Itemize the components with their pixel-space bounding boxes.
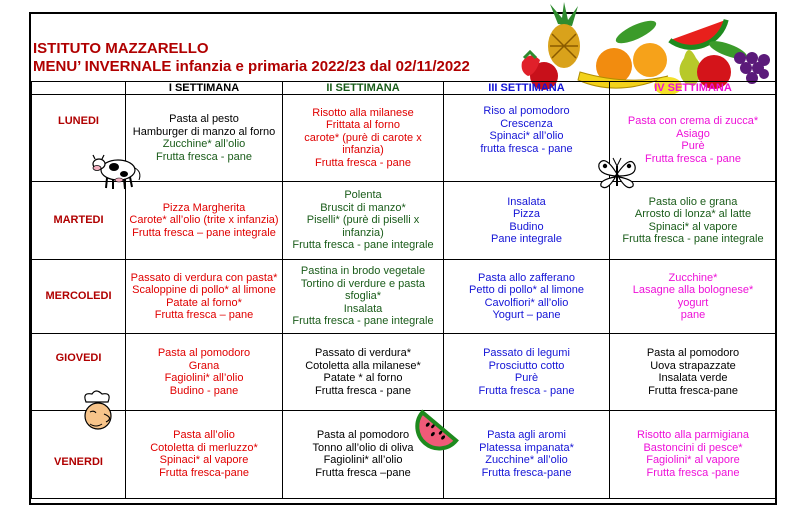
menu-item: Risotto alla milanese bbox=[312, 106, 414, 119]
watermelon-icon bbox=[412, 406, 464, 452]
menu-item: Frittata al forno bbox=[326, 119, 400, 132]
menu-item: sfoglia* bbox=[344, 290, 382, 303]
day-row-venerdi bbox=[32, 411, 777, 499]
menu-item: Polenta bbox=[344, 189, 382, 202]
menu-item: Pasta al pomodoro bbox=[646, 347, 740, 359]
menu-item: Pasta all’olio bbox=[173, 429, 235, 441]
day-row-giovedi bbox=[32, 334, 777, 411]
menu-item: Platessa impanata* bbox=[479, 441, 574, 454]
menu-cell bbox=[610, 260, 777, 334]
menu-item: Patate al forno* bbox=[166, 296, 242, 309]
menu-item: Pasta olio e grana bbox=[648, 195, 738, 208]
menu-item: Bruscit di manzo* bbox=[320, 201, 406, 214]
menu-cell bbox=[283, 95, 444, 182]
menu-item: Fagiolini* all’olio bbox=[164, 372, 244, 384]
menu-item: Frutta fresca - pane bbox=[156, 150, 252, 163]
menu-item: Frutta fresca-pane bbox=[481, 466, 572, 479]
menu-item: Frutta fresca - pane integrale bbox=[292, 315, 434, 328]
menu-item: yogurt bbox=[677, 296, 709, 309]
menu-item: Insalata verde bbox=[658, 372, 728, 384]
menu-item: carote* (purè di carote x bbox=[304, 131, 422, 144]
menu-item: Pasta allo zafferano bbox=[477, 271, 576, 284]
day-label: VENERDI bbox=[32, 411, 126, 499]
menu-item: Lasagne alla bolognese* bbox=[632, 284, 754, 296]
menu-item: Crescenza bbox=[500, 117, 553, 130]
chef-icon bbox=[78, 388, 118, 432]
menu-item: Tortino di verdure e pasta bbox=[300, 277, 426, 290]
week-header-4: IV SETTIMANA bbox=[610, 82, 777, 95]
menu-item: Pasta al pesto bbox=[169, 113, 239, 125]
menu-item: Fagiolini* all’olio bbox=[323, 454, 403, 466]
menu-item: Carote* all’olio (trite x infanzia) bbox=[129, 214, 279, 227]
menu-cell bbox=[283, 260, 444, 334]
menu-cell bbox=[126, 95, 283, 182]
menu-item: Fagiolini* al vapore bbox=[646, 454, 740, 466]
menu-cell bbox=[444, 411, 610, 499]
menu-item: Frutta fresca - pane integrale bbox=[622, 233, 764, 245]
menu-item: Spinaci* all’olio bbox=[489, 130, 564, 142]
menu-item: Bastoncini di pesce* bbox=[643, 441, 743, 454]
menu-item: Frutta fresca -pane bbox=[646, 466, 740, 479]
week-header-2: II SETTIMANA bbox=[283, 82, 444, 95]
menu-item: Risotto alla parmigiana bbox=[637, 429, 749, 441]
corner-cell bbox=[32, 82, 126, 95]
menu-item: Arrosto di lonza* al latte bbox=[634, 208, 752, 220]
menu-item: Zucchine* all’olio bbox=[485, 454, 568, 466]
menu-item: Prosciutto cotto bbox=[488, 359, 565, 372]
menu-cell bbox=[126, 334, 283, 411]
day-label: GIOVEDI bbox=[32, 334, 126, 411]
menu-item: Frutta fresca – pane integrale bbox=[132, 226, 276, 239]
menu-item: Budino bbox=[509, 220, 544, 233]
menu-cell bbox=[283, 182, 444, 260]
menu-item: Budino - pane bbox=[169, 384, 239, 397]
menu-item: Insalata bbox=[507, 195, 546, 208]
day-label: MERCOLEDI bbox=[32, 260, 126, 334]
menu-item: Passato di verdura con pasta* bbox=[130, 271, 278, 284]
menu-item: Riso al pomodoro bbox=[483, 105, 570, 117]
menu-item: Pizza Margherita bbox=[162, 201, 246, 214]
school-name: ISTITUTO MAZZARELLO bbox=[33, 40, 209, 57]
menu-item: Frutta fresca –pane bbox=[315, 466, 411, 479]
menu-cell bbox=[444, 260, 610, 334]
menu-cell bbox=[444, 334, 610, 411]
menu-item: Pasta al pomodoro bbox=[316, 429, 410, 441]
menu-cell bbox=[126, 260, 283, 334]
menu-item: Passato di legumi bbox=[483, 347, 570, 359]
menu-item: Insalata bbox=[343, 302, 383, 315]
week-header-1: I SETTIMANA bbox=[126, 82, 283, 95]
menu-item: Cotoletta alla milanese* bbox=[305, 359, 421, 372]
menu-item: frutta fresca - pane bbox=[480, 142, 573, 155]
menu-cell bbox=[126, 411, 283, 499]
menu-item: Frutta fresca-pane bbox=[159, 466, 249, 479]
cow-icon bbox=[92, 150, 144, 192]
menu-item: infanzia) bbox=[342, 226, 384, 239]
menu-table bbox=[31, 81, 777, 499]
menu-item: infanzia) bbox=[342, 144, 384, 157]
menu-item: Spinaci* al vapore bbox=[159, 454, 249, 466]
menu-item: Pasta con crema di zucca* bbox=[627, 115, 759, 127]
day-label: MARTEDI bbox=[32, 182, 126, 260]
menu-item: Yogurt – pane bbox=[492, 309, 561, 321]
menu-item: Frutta fresca - pane bbox=[315, 384, 411, 397]
menu-item: Frutta fresca - pane bbox=[478, 384, 575, 397]
day-label: LUNEDI bbox=[32, 95, 126, 182]
menu-title: MENU’ INVERNALE infanzia e primaria 2022/23 dal 02/11/2022 bbox=[33, 58, 470, 75]
menu-cell bbox=[126, 182, 283, 260]
menu-cell bbox=[610, 411, 777, 499]
menu-item: Tonno all’olio di oliva bbox=[312, 441, 414, 454]
menu-item: Pane integrale bbox=[491, 233, 562, 245]
menu-cell bbox=[283, 334, 444, 411]
menu-item: Frutta fresca – pane bbox=[154, 309, 254, 321]
menu-cell bbox=[610, 334, 777, 411]
menu-item: Hamburger di manzo al forno bbox=[132, 125, 276, 138]
menu-item: pane bbox=[680, 309, 706, 321]
menu-item: Piselli* (purè di piselli x bbox=[306, 214, 420, 227]
week-header-3: III SETTIMANA bbox=[444, 82, 610, 95]
menu-item: Patate * al forno bbox=[323, 372, 403, 384]
day-row-mercoledi bbox=[32, 260, 777, 334]
menu-item: Asiago bbox=[676, 127, 710, 140]
menu-item: Frutta fresca-pane bbox=[648, 384, 738, 397]
menu-item: Frutta fresca - pane bbox=[315, 156, 411, 169]
menu-item: Frutta fresca - pane integrale bbox=[292, 239, 434, 252]
menu-item: Cotoletta di merluzzo* bbox=[150, 441, 258, 454]
menu-item: Pastina in brodo vegetale bbox=[300, 265, 426, 278]
menu-item: Purè bbox=[514, 372, 539, 384]
menu-item: Petto di pollo* al limone bbox=[469, 284, 584, 296]
day-row-martedi bbox=[32, 182, 777, 260]
menu-item: Zucchine* all’olio bbox=[162, 138, 246, 150]
header-row bbox=[32, 82, 777, 95]
menu-item: Passato di verdura* bbox=[315, 347, 411, 359]
menu-item: Pasta agli aromi bbox=[487, 429, 566, 441]
menu-item: Pizza bbox=[513, 208, 540, 220]
menu-item: Pasta al pomodoro bbox=[157, 347, 251, 359]
menu-item: Frutta fresca - pane bbox=[645, 152, 741, 165]
butterfly-icon bbox=[595, 152, 639, 194]
menu-item: Purè bbox=[681, 140, 705, 152]
menu-item: Cavolfiori* all’olio bbox=[484, 296, 569, 309]
menu-item: Grana bbox=[188, 359, 220, 372]
menu-item: Zucchine* bbox=[668, 271, 718, 284]
menu-item: Uova strapazzate bbox=[650, 359, 736, 372]
menu-cell bbox=[444, 95, 610, 182]
menu-cell bbox=[444, 182, 610, 260]
menu-item: Spinaci* al vapore bbox=[648, 220, 738, 233]
menu-item: Scaloppine di pollo* al limone bbox=[132, 284, 276, 296]
